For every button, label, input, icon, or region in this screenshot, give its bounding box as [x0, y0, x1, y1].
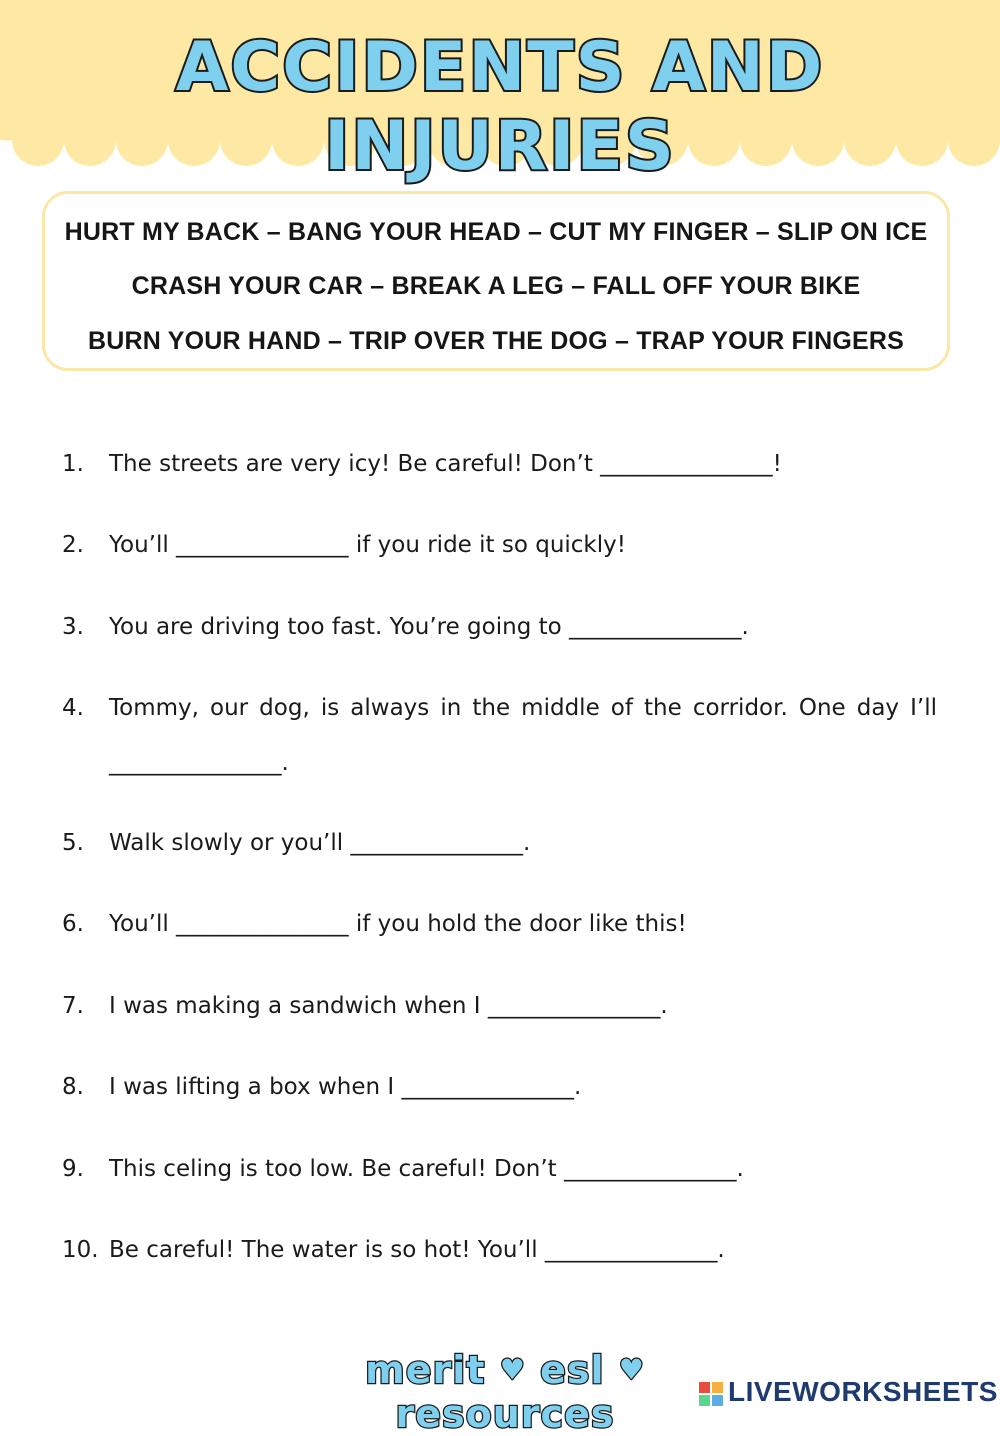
page-title: ACCIDENTS AND INJURIES [175, 28, 825, 186]
question-number: 1. [62, 451, 84, 477]
word-bank-line: BURN YOUR HAND – TRIP OVER THE DOG – TRAP YOUR FINGERS [87, 327, 904, 355]
question-text[interactable]: You’ll _______________ if you ride it so quickly! [109, 532, 626, 558]
liveworksheets-logo-icon [698, 1381, 724, 1407]
question-text[interactable]: I was lifting a box when I _______________. [109, 1074, 582, 1100]
question-item [62, 600, 937, 655]
question-item [62, 1223, 937, 1278]
question-item [62, 681, 937, 791]
question-item [62, 979, 937, 1034]
question-item [62, 518, 937, 573]
question-item [62, 437, 937, 492]
brand-word-resources: resources [395, 1392, 615, 1436]
question-text[interactable]: Be careful! The water is so hot! You’ll _______________. [109, 1237, 725, 1263]
footer-brand [250, 1348, 760, 1436]
question-number: 8. [62, 1074, 84, 1100]
question-number: 4. [62, 695, 84, 721]
heart-icon: ♥ [499, 1353, 526, 1386]
question-number: 6. [62, 911, 84, 937]
question-text[interactable]: This celing is too low. Be careful! Don’t _______________. [109, 1156, 744, 1182]
question-item [62, 1142, 937, 1197]
question-item [62, 816, 937, 871]
question-text[interactable]: The streets are very icy! Be careful! Don’t _______________! [109, 451, 782, 477]
question-number: 5. [62, 830, 84, 856]
liveworksheets-watermark[interactable]: LIVEWORKSHEETS [728, 1376, 998, 1407]
word-bank-line: CRASH YOUR CAR – BREAK A LEG – FALL OFF YOUR BIKE [131, 272, 861, 300]
question-text[interactable]: You’ll _______________ if you hold the door like this! [109, 911, 687, 937]
question-item [62, 897, 937, 952]
question-number: 2. [62, 532, 84, 558]
question-text[interactable]: I was making a sandwich when I _______________. [109, 993, 668, 1019]
question-text[interactable]: Walk slowly or you’ll _______________. [109, 830, 531, 856]
word-bank-box [42, 191, 950, 371]
question-item [62, 1060, 937, 1115]
question-number: 7. [62, 993, 84, 1019]
heart-icon: ♥ [618, 1353, 645, 1386]
question-number: 10. [62, 1237, 99, 1263]
question-number: 3. [62, 614, 84, 640]
brand-word-esl: esl [540, 1348, 605, 1392]
header-banner [0, 0, 1000, 186]
brand-word-merit: merit [365, 1348, 486, 1392]
question-text[interactable]: Tommy, our dog, is always in the middle of the corridor. One day I’ll _______________. [109, 695, 937, 776]
question-text[interactable]: You are driving too fast. You’re going to _______________. [109, 614, 749, 640]
question-number: 9. [62, 1156, 84, 1182]
word-bank-line: HURT MY BACK – BANG YOUR HEAD – CUT MY FINGER – SLIP ON ICE [64, 218, 928, 246]
